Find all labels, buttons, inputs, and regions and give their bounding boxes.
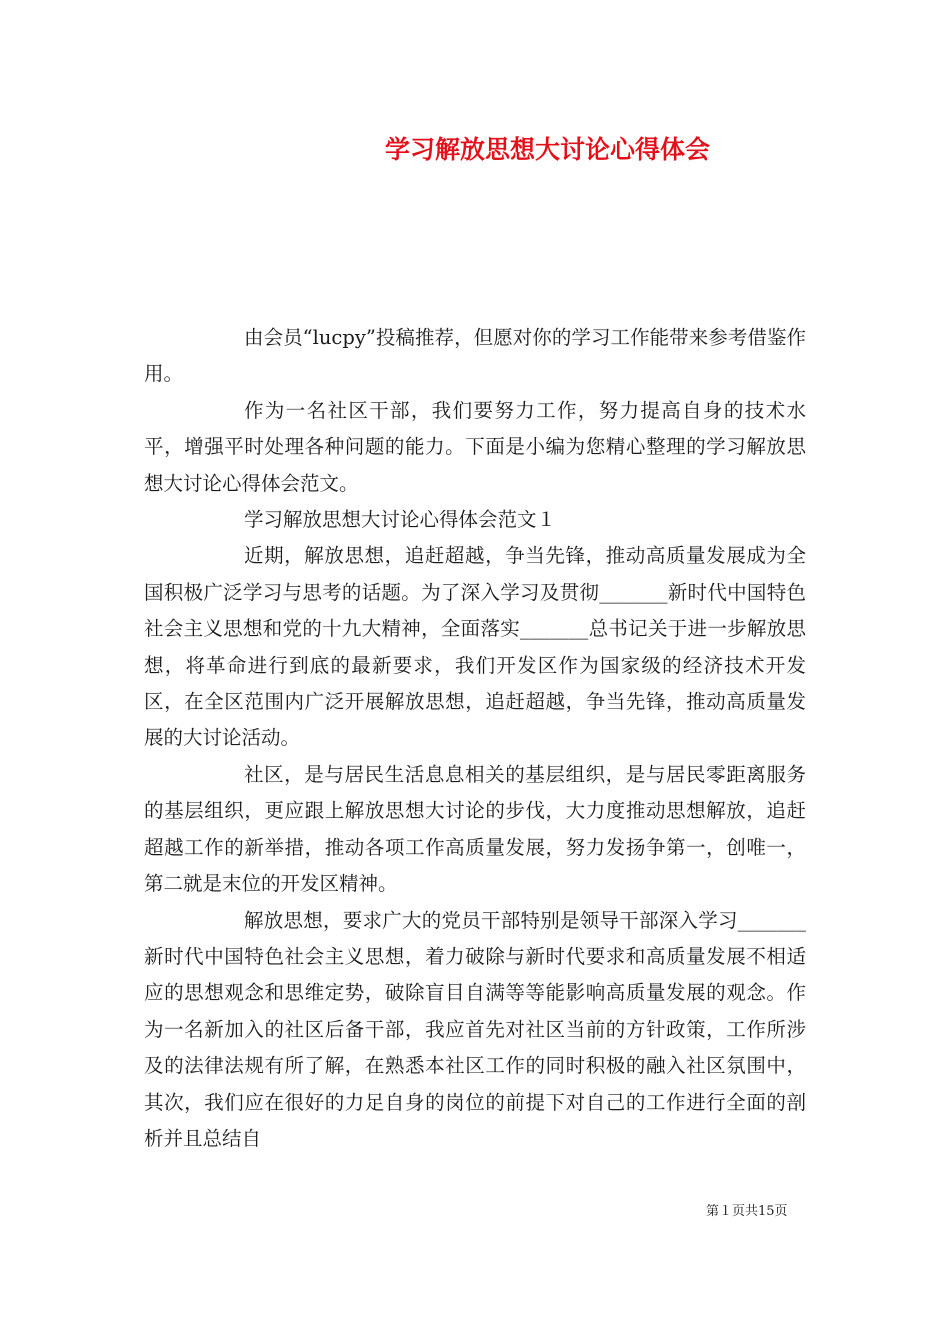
paragraph-body-1: 近期，解放思想，追赶超越，争当先锋，推动高质量发展成为全国积极广泛学习与思考的话题。为了深入学习及贯彻_______新时代中国特色社会主义思想和党的十九大精神，全面落实_______总书记关于进一步解放思想，将革命进行到底的最新要求，我们开发区作为国家级的经济技术开发区，在全区范围内广泛开展解放思想，追赶超越，争当先锋，推动高质量发展的大讨论活动。 [144,544,806,750]
paragraph-body-3: 解放思想，要求广大的党员干部特别是领导干部深入学习_______新时代中国特色社会主义思想，着力破除与新时代要求和高质量发展不相适应的思想观念和思维定势，破除盲目自满等等能影响高质量发展的观念。作为一名新加入的社区后备干部，我应首先对社区当前的方针政策，工作所涉及的法律法规有所了解，在熟悉本社区工作的同时积极的融入社区氛围中，其次，我们应在很好的力足自身的岗位的前提下对自己的工作进行全面的剖析并且总结自 [144,908,806,1150]
section-heading: 学习解放思想大讨论心得体会范文１ [244,508,557,532]
page-number-footer: 第１页共15页 [706,1204,788,1219]
paragraph-body-2: 社区，是与居民生活息息相关的基层组织，是与居民零距离服务的基层组织，更应跟上解放思想大讨论的步伐，大力度推动思想解放，追赶超越工作的新举措，推动各项工作高质量发展，努力发扬争第一，创唯一，第二就是末位的开发区精神。 [144,762,806,896]
document-body [144,320,806,1157]
paragraph-preface: 作为一名社区干部，我们要努力工作，努力提高自身的技术水平，增强平时处理各种问题的能力。下面是小编为您精心整理的学习解放思想大讨论心得体会范文。 [144,398,806,495]
document-title: 学习解放思想大讨论心得体会 [385,135,711,164]
paragraph-intro: 由会员“lucpy”投稿推荐，但愿对你的学习工作能带来参考借鉴作用。 [144,326,806,386]
